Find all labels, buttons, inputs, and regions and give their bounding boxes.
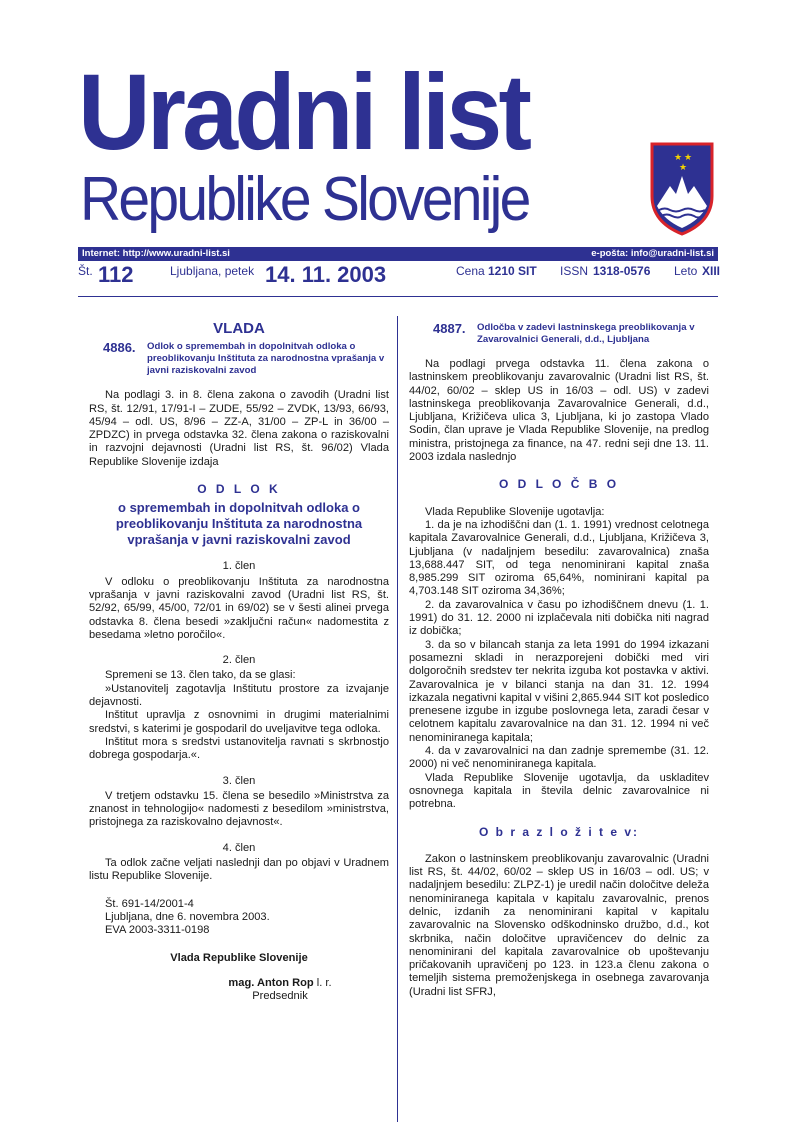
explanation-text: Zakon o lastninskem preoblikovanju zavarovalnic (Uradni list RS, št. 44/02, 60/02 – sklep US in 16/03 – odl. US; v nadaljnjem besedilu: ZLPZ-1) je uredil način določitve deleža nenominiranega kapitala v kapitalu zavarovalnic, prenos delnic, izdanih za nenominirani kapital v kapitalu zavarovalnic na Slovensko odškodninsko družbo, d.d., kot skrbnika, način določitve upravičencev do delnic za nenominirani del kapitala zavarovalnice ob upoštevanju pričakovanih upravičenj po 123. in 123.a členu zakona o temeljih sistema premoženjskega in osebnega zavarovanja (Uradni list SFRJ,	[409, 852, 709, 998]
explanation-label: O b r a z l o ž i t e v:	[478, 824, 640, 839]
issue-number: 112	[98, 262, 134, 287]
signature-block	[220, 977, 340, 1004]
article-2-text: »Ustanovitelj zagotavlja Inštitutu prostore za izvajanje dejavnosti.	[89, 682, 389, 709]
right-column	[409, 316, 709, 999]
act-heading	[433, 322, 709, 346]
article-4-text: Ta odlok začne veljati naslednji dan po objavi v Uradnem listu Republike Slovenije.	[89, 857, 389, 883]
odlok-label: O D L O K	[197, 482, 281, 497]
act-heading	[103, 341, 389, 377]
signatory-lr: l. r.	[313, 976, 332, 989]
svg-text:★: ★	[684, 153, 693, 163]
svg-text:★: ★	[674, 153, 683, 163]
year: XIII	[702, 264, 721, 278]
article-2-text: Inštitut upravlja z osnovnimi in drugimi materialnimi sredstvi, s katerimi je gospodaril do uveljavitve tega odloka.	[89, 709, 389, 735]
article-3-heading: 3. člen	[222, 774, 256, 787]
article-1-text: V odloku o preoblikovanju Inštituta za narodnostna vprašanja v javni raziskovalni zavod (Uradni list RS, št. 52/92, 65/99, 45/00, 72/01 in 69/02) se v šesti alinei prvega odstavka 8. člena besedi »zaključni račun« nadomestita z besedama »letno poročilo«.	[89, 575, 389, 641]
signatory-role: Predsednik	[252, 990, 308, 1003]
svg-text:★: ★	[679, 163, 688, 173]
left-column	[89, 316, 389, 1003]
article-2-text: Spremeni se 13. člen tako, da se glasi:	[105, 669, 296, 682]
signatory-name: mag. Anton Rop	[228, 976, 314, 989]
finding-2: 2. da zavarovalnica v času po izhodiščnem dnevu (1. 1. 1991) do 31. 12. 2000 ni izplačevala niti dobička niti nagrad iz dobička;	[409, 598, 709, 638]
issue-date: 14. 11. 2003	[265, 262, 387, 287]
reference-date: Ljubljana, dne 6. novembra 2003.	[105, 910, 270, 923]
findings-intro: Vlada Republike Slovenije ugotavlja:	[425, 505, 605, 518]
preamble: Na podlagi 3. in 8. člena zakona o zavodih (Uradni list RS, št. 12/91, 17/91-I – ZUDE, 55/92 – ZVDK, 13/93, 66/93, 45/94 – odl. US, 8/96 – ZZ-A, 31/00 – ZP-L in 36/00 – ZPDZC) in prvega odstavka 32. člena zakona o raziskovalni in razvojni dejavnosti (Uradni list RS, št. 96/02) Vlada Republike Slovenije izdaja	[89, 389, 389, 468]
act-title: Odločba v zadevi lastninskega preoblikovanja v Zavarovalnici Generali, d.d., Ljubljana	[477, 322, 695, 345]
year-label: Leto	[674, 264, 698, 278]
header-bar	[78, 247, 718, 261]
act-number: 4886.	[103, 340, 136, 356]
signature-government: Vlada Republike Slovenije	[170, 951, 308, 964]
article-4-heading: 4. člen	[222, 841, 256, 854]
reference-number: Št. 691-14/2001-4	[105, 897, 194, 910]
price: 1210 SIT	[488, 264, 537, 278]
header-rule	[78, 296, 718, 297]
finding-1: 1. da je na izhodiščni dan (1. 1. 1991) vrednost celotnega kapitala Zavarovalnice Generali, d.d., Ljubljana, Križičeva 3, Ljubljana (v nadaljnjem besedilu: zavarovalnica) znaša 13,688.447 SIT, od tega nenominirani kapital znaša 8,985.299 SIT oziroma 65,64%, nominirani kapital pa 4,703.148 SIT oziroma 34,36%;	[409, 518, 709, 598]
issue-info	[78, 262, 721, 292]
act-number: 4887.	[433, 321, 466, 336]
article-2-text: Inštitut mora s sredstvi ustanovitelja ravnati s skrbnostjo dobrega gospodarja.«.	[89, 735, 389, 762]
section-title: VLADA	[213, 320, 265, 337]
issn-label: ISSN	[560, 264, 589, 278]
masthead-subtitle: Republike Slovenije	[80, 165, 529, 234]
issue-number-label: Št.	[78, 264, 93, 278]
preamble: Na podlagi prvega odstavka 11. člena zakona o lastninskem preoblikovanju zavarovalnic (Uradni list RS, št. 44/02, 60/02 – sklep US in 16/03 – odl. US) v zadevi lastninskega preoblikovanja Zavarovalnice Generali, d.d., Ljubljana, Križičeva ulica 3, Ljubljana, ki jo zastopa Vlado Sodin, član uprave je Vlada Republike Slovenije, na predlog ministra, pristojnega za finance, na 47. redni seji dne 13. 11. 2003 izdala naslednjo	[409, 358, 709, 464]
reference-block	[105, 898, 389, 938]
internet-link[interactable]: Internet: http://www.uradni-list.si	[82, 248, 230, 259]
issue-place-day: Ljubljana, petek	[170, 264, 255, 278]
article-3-text: V tretjem odstavku 15. člena se besedilo »Ministrstva za znanost in tehnologijo« nadomesti z besedilom »ministrstva, pristojnega za raziskovalno dejavnost«.	[89, 789, 389, 829]
masthead-title: Uradni list	[78, 51, 529, 172]
slovenia-coat-of-arms-icon	[648, 140, 716, 236]
odlocbo-label: O D L O Č B O	[498, 477, 620, 492]
reference-eva: EVA 2003-3311-0198	[105, 924, 210, 937]
finding-3: 3. da so v bilancah stanja za leta 1991 do 1994 izkazani posamezni skladi in nerazporejeni dobički med viri dolgoročnih sredstev ter nekrita izguba kot postavka v aktivi. Zavarovalnica je v bilanci stanja na dan 31. 12. 1994 izkazala negativni kapital v višini 2,865.944 SIT kot posledico prenesene izgube in izgube poslovnega leta, zaradi česar v celotnem kapitalu zavarovalnice na dan 31. 12. 1994 ni več nenominiranega kapitala;	[409, 638, 709, 744]
column-divider	[397, 316, 398, 1122]
article-2-heading: 2. člen	[222, 654, 256, 667]
issn: 1318-0576	[593, 264, 651, 278]
email-link[interactable]: e-pošta: info@uradni-list.si	[591, 248, 714, 259]
odlok-title: o spremembah in dopolnitvah odloka o preoblikovanju Inštituta za narodnostna vprašanja v javni raziskovalni zavod	[115, 500, 363, 548]
price-label: Cena	[456, 264, 485, 278]
finding-4: 4. da v zavarovalnici na dan zadnje spremembe (31. 12. 2000) ni več nenominiranega kapitala.	[409, 745, 709, 771]
act-title: Odlok o spremembah in dopolnitvah odloka o preoblikovanju Inštituta za narodnostna vprašanja v javni raziskovalni zavod	[147, 341, 385, 377]
article-1-heading: 1. člen	[222, 560, 256, 573]
conclusion: Vlada Republike Slovenije ugotavlja, da uskladitev osnovnega kapitala in števila delnic zavarovalnice ni potrebna.	[409, 771, 709, 811]
